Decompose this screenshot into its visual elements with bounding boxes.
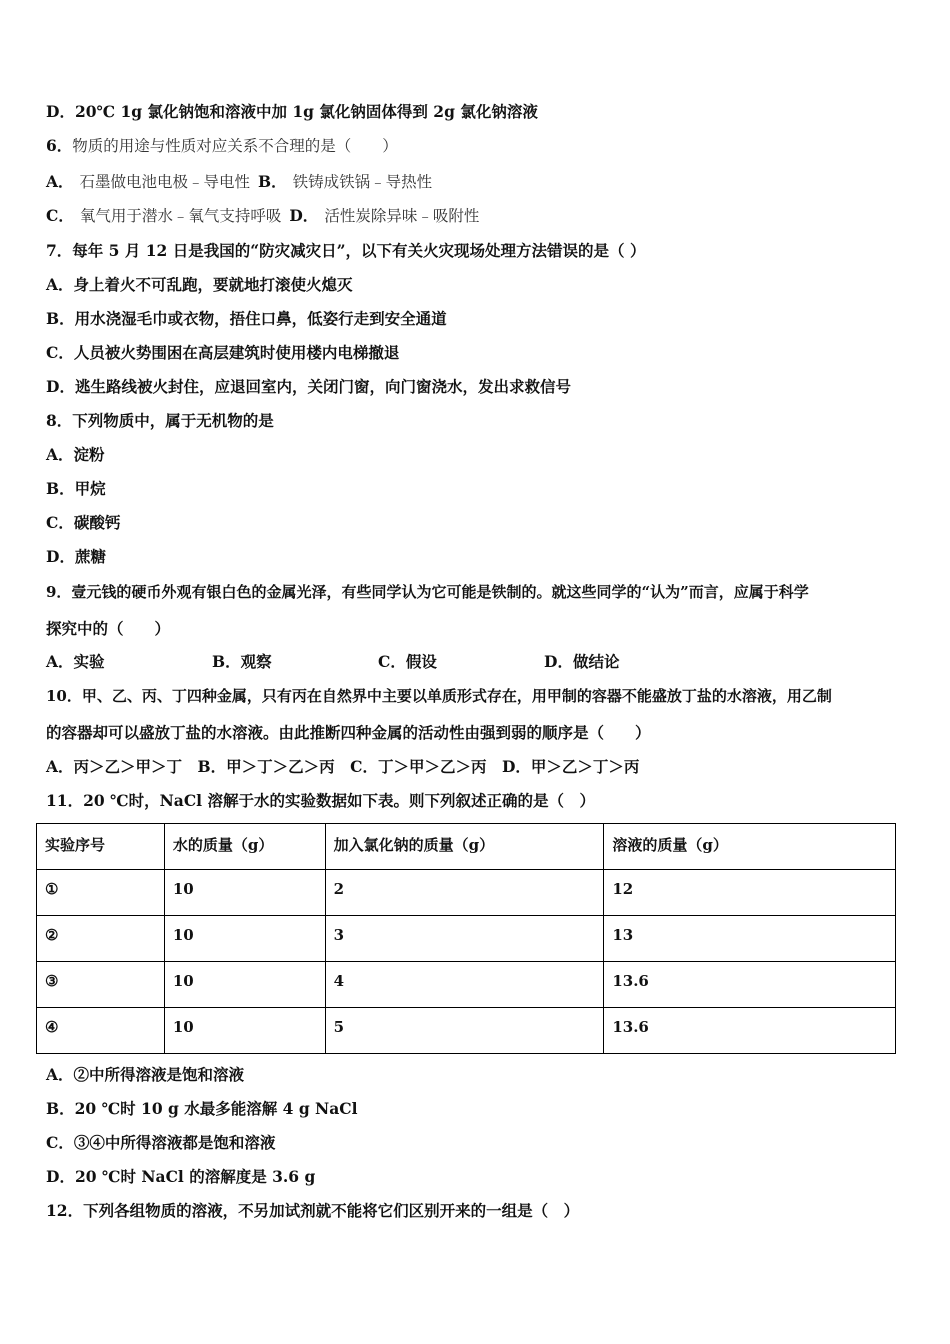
- table-cell: 10: [164, 870, 325, 916]
- q7-option-c: C．人员被火势围困在高层建筑时使用楼内电梯撤退: [46, 343, 400, 362]
- table-cell: ④: [37, 1008, 165, 1054]
- q6-stem-text: 物质的用途与性质对应关系不合理的是（ ）: [72, 137, 398, 155]
- q11-stem: 11．20 ℃时，NaCl 溶解于水的实验数据如下表。则下列叙述正确的是（ ）: [46, 791, 595, 810]
- table-header: 实验序号: [37, 824, 165, 870]
- q9-stem-line2: 探究中的（ ）: [46, 619, 171, 638]
- table-cell: ①: [37, 870, 165, 916]
- table-cell: 10: [164, 962, 325, 1008]
- q11-option-d: D．20 ℃时 NaCl 的溶解度是 3.6 g: [46, 1167, 316, 1186]
- q7-option-d: D．逃生路线被火封住，应退回室内，关闭门窗，向门窗浇水，发出求救信号: [46, 377, 571, 396]
- q6-stem: [46, 136, 398, 156]
- table-header: 加入氯化钠的质量（g）: [325, 824, 604, 870]
- table-cell: 10: [164, 916, 325, 962]
- q10-options: A．丙＞乙＞甲＞丁 B．甲＞丁＞乙＞丙 C．丁＞甲＞乙＞丙 D．甲＞乙＞丁＞丙: [46, 757, 640, 776]
- table-cell: 13.6: [604, 962, 896, 1008]
- q5-option-d: D．20℃ 1g 氯化钠饱和溶液中加 1g 氯化钠固体得到 2g 氯化钠溶液: [46, 102, 538, 121]
- q8-option-c: C．碳酸钙: [46, 513, 121, 532]
- table-cell: 10: [164, 1008, 325, 1054]
- q8-stem: 8．下列物质中，属于无机物的是: [46, 411, 274, 430]
- q8-option-a: A．淀粉: [46, 445, 105, 464]
- table-row: [37, 870, 896, 916]
- q6-a-label: A．: [46, 172, 74, 191]
- table-cell: 13: [604, 916, 896, 962]
- table-cell: 5: [325, 1008, 604, 1054]
- q9-option-c: C．假设: [378, 652, 437, 671]
- q6-b-label: B．: [258, 172, 287, 191]
- table-cell: 12: [604, 870, 896, 916]
- table-cell: 4: [325, 962, 604, 1008]
- q6-option-b: 铁铸成铁锅﹣导热性: [292, 173, 433, 191]
- q8-option-d: D．蔗糖: [46, 547, 106, 566]
- table-cell: 13.6: [604, 1008, 896, 1054]
- q9-stem-line1: 9．壹元钱的硬币外观有银白色的金属光泽，有些同学认为它可能是铁制的。就这些同学的“认为”而言，应属于科学: [46, 583, 809, 601]
- q6-number: 6．: [46, 136, 73, 155]
- table-cell: ③: [37, 962, 165, 1008]
- q6-options-cd: [46, 206, 487, 226]
- q9-options: [46, 652, 710, 672]
- q7-option-b: B．用水浇湿毛巾或衣物，捂住口鼻，低姿行走到安全通道: [46, 309, 447, 328]
- table-cell: 2: [325, 870, 604, 916]
- q7-option-a: A．身上着火不可乱跑，要就地打滚使火熄灭: [46, 275, 353, 294]
- q8-option-b: B．甲烷: [46, 479, 106, 498]
- table-cell: ②: [37, 916, 165, 962]
- q6-c-label: C．: [46, 206, 74, 225]
- q10-stem-line1: 10．甲、乙、丙、丁四种金属，只有丙在自然界中主要以单质形式存在，用甲制的容器不能盛放丁盐的水溶液，用乙制: [46, 687, 832, 705]
- q11-option-c: C．③④中所得溶液都是饱和溶液: [46, 1133, 276, 1152]
- q10-stem-line2: 的容器却可以盛放丁盐的水溶液。由此推断四种金属的活动性由强到弱的顺序是（ ）: [46, 723, 651, 742]
- table-row: [37, 962, 896, 1008]
- q9-option-d: D．做结论: [544, 652, 620, 671]
- table-header: 溶液的质量（g）: [604, 824, 896, 870]
- table-header-row: [37, 824, 896, 870]
- q6-option-d: 活性炭除异味﹣吸附性: [324, 207, 480, 225]
- q6-option-c: 氧气用于潜水﹣氧气支持呼吸: [79, 207, 282, 225]
- q12-stem: 12．下列各组物质的溶液，不另加试剂就不能将它们区别开来的一组是（ ）: [46, 1201, 580, 1220]
- table-header: 水的质量（g）: [164, 824, 325, 870]
- q6-options-ab: [46, 172, 440, 192]
- table-cell: 3: [325, 916, 604, 962]
- q9-option-a: A．实验: [46, 652, 105, 671]
- q11-data-table: [36, 823, 896, 1054]
- q11-option-b: B．20 ℃时 10 g 水最多能溶解 4 g NaCl: [46, 1099, 358, 1118]
- q9-option-b: B．观察: [212, 652, 272, 671]
- q7-stem: 7．每年 5 月 12 日是我国的“防灾减灾日”，以下有关火灾现场处理方法错误的是（ ）: [46, 241, 646, 260]
- q6-option-a: 石墨做电池电极﹣导电性: [79, 173, 251, 191]
- table-row: [37, 916, 896, 962]
- table-row: [37, 1008, 896, 1054]
- q11-option-a: A．②中所得溶液是饱和溶液: [46, 1065, 245, 1084]
- q6-d-label: D．: [289, 206, 319, 225]
